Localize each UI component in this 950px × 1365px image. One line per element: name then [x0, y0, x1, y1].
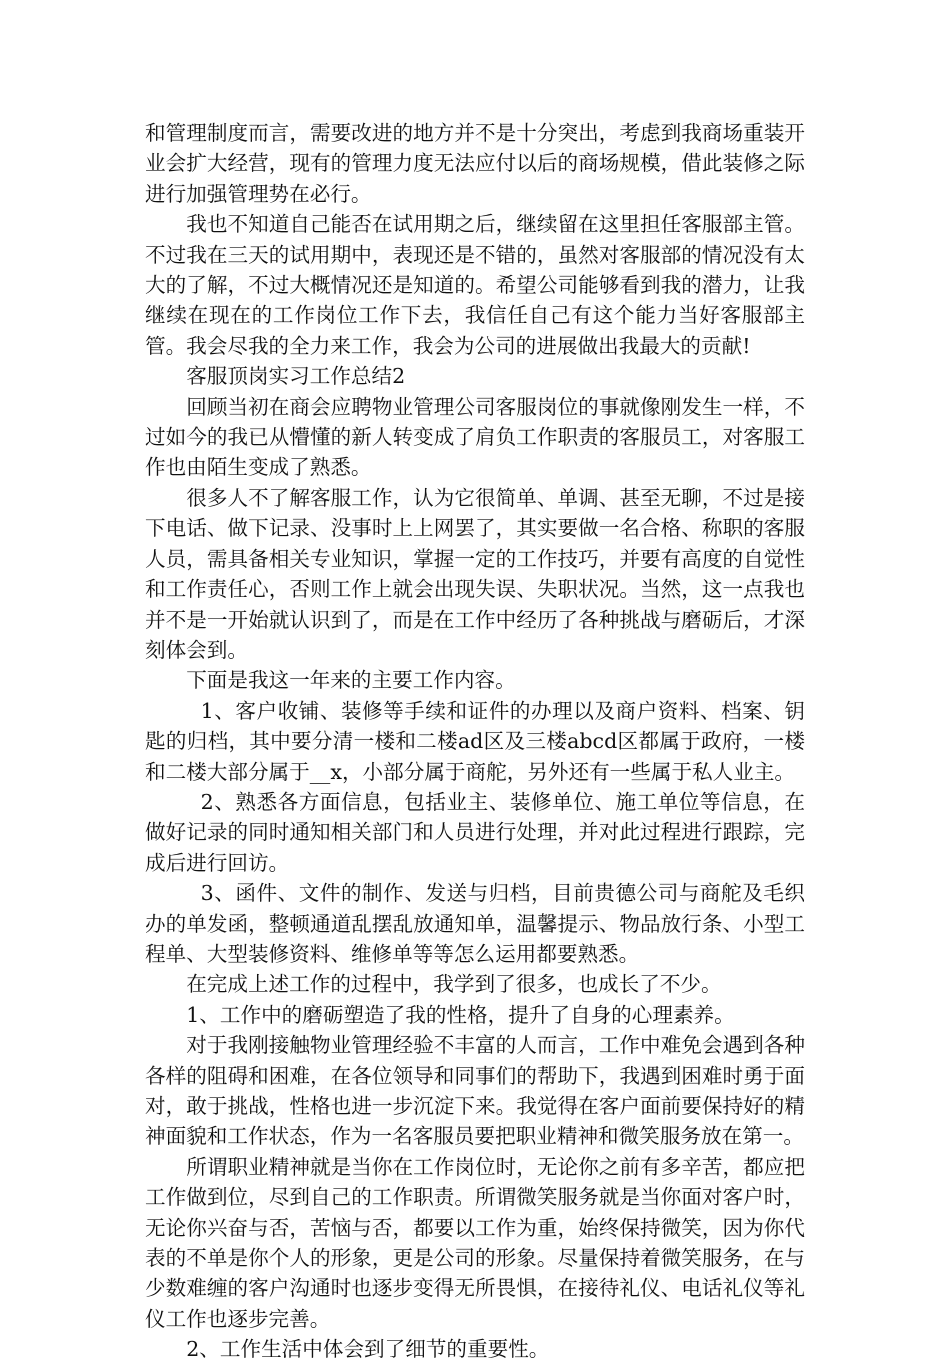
subheading-details: 2、工作生活中体会到了细节的重要性。 [186, 1337, 550, 1362]
paragraph-understanding: 很多人不了解客服工作，认为它很简单、单调、甚至无聊，不过是接下电话、做下记录、没事时上上网罢了，其实要做一名合格、称职的客服人员，需具备相关专业知识，掌握一定的工作技巧，并要有高度的自觉性和工作责任心，否则工作上就会出现失误、失职状况。当然，这一点我也并不是一开始就认识到了，而是在工作中经历了各种挑战与磨砺后，才深刻体会到。 [145, 485, 805, 662]
paragraph-probation: 我也不知道自己能否在试用期之后，继续留在这里担任客服部主管。不过我在三天的试用期中，表现还是不错的，虽然对客服部的情况没有太大的了解，不过大概情况还是知道的。希望公司能够看到我的潜力，让我继续在现在的工作岗位工作下去，我信任自己有这个能力当好客服部主管。我会尽我的全力来工作，我会为公司的进展做出我最大的贡献! [145, 212, 805, 358]
section-title: 客服顶岗实习工作总结2 [186, 364, 406, 389]
paragraph-challenges: 对于我刚接触物业管理经验不丰富的人而言，工作中难免会遇到各种各样的阻碍和困难，在各位领导和同事们的帮助下，我遇到困难时勇于面对，敢于挑战，性格也进一步沉淀下来。我觉得在客户面前要保持好的精神面貌和工作状态，作为一名客服员要把职业精神和微笑服务放在第一。 [145, 1033, 805, 1149]
subheading-character: 1、工作中的磨砺塑造了我的性格，提升了自身的心理素养。 [186, 1002, 735, 1027]
paragraph-professionalism: 所谓职业精神就是当你在工作岗位时，无论你之前有多辛苦，都应把工作做到位，尽到自己的工作职责。所谓微笑服务就是当你面对客户时，无论你兴奋与否，苦恼与否，都要以工作为重，始终保持微笑，因为你代表的不单是你个人的形象，更是公司的形象。尽量保持着微笑服务，在与少数难缠的客户沟通时也逐步变得无所畏惧，在接待礼仪、电话礼仪等礼仪工作也逐步完善。 [145, 1154, 805, 1331]
paragraph-review: 回顾当初在商会应聘物业管理公司客服岗位的事就像刚发生一样，不过如今的我已从懵懂的新人转变成了肩负工作职责的客服员工，对客服工作也由陌生变成了熟悉。 [145, 394, 805, 480]
list-item-2: 2、熟悉各方面信息，包括业主、装修单位、施工单位等信息，在做好记录的同时通知相关部门和人员进行处理，并对此过程进行跟踪，完成后进行回访。 [145, 789, 805, 875]
list-item-3: 3、函件、文件的制作、发送与归档，目前贵德公司与商舵及毛织办的单发函，整顿通道乱摆乱放通知单，温馨提示、物品放行条、小型工程单、大型装修资料、维修单等等怎么运用都要熟悉。 [145, 881, 805, 966]
list-item-1: 1、客户收铺、装修等手续和证件的办理以及商户资料、档案、钥匙的归档，其中要分清一楼和二楼ad区及三楼abcd区都属于政府，一楼和二楼大部分属于__x，小部分属于商舵，另外还有一些属于私人业主。 [145, 698, 805, 784]
paragraph-management-continuation: 和管理制度而言，需要改进的地方并不是十分突出，考虑到我商场重装开业会扩大经营，现有的管理力度无法应付以后的商场规模，借此装修之际进行加强管理势在必行。 [145, 121, 805, 206]
paragraph-learned: 在完成上述工作的过程中，我学到了很多，也成长了不少。 [186, 972, 722, 997]
paragraph-work-intro: 下面是我这一年来的主要工作内容。 [186, 668, 516, 693]
document-body [145, 118, 805, 1365]
